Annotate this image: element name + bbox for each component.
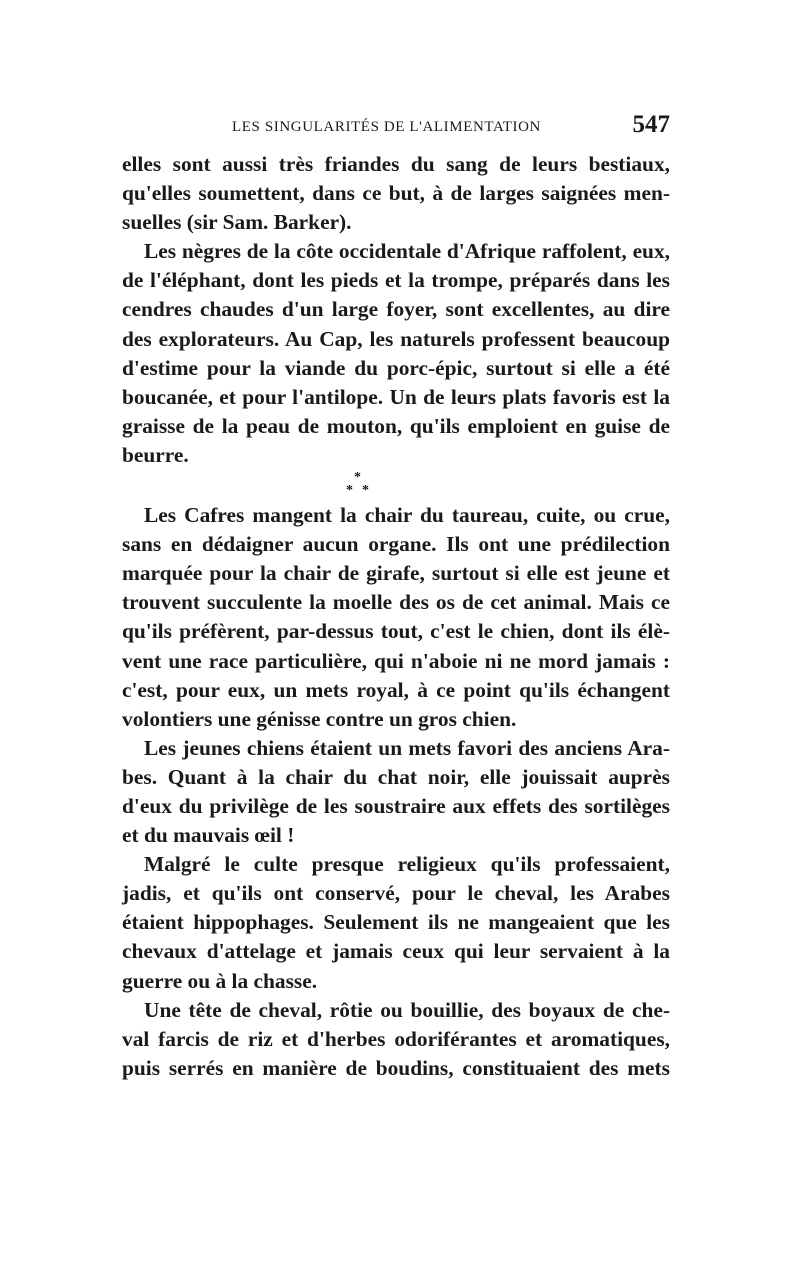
- running-head: LES SINGULARITÉS DE L'ALIMENTATION: [232, 119, 541, 135]
- text-line: guerre ou à la chasse.: [122, 968, 318, 993]
- asterisk: *: [362, 483, 369, 499]
- text-line: elles sont aussi très friandes du sang de leurs bestiaux,: [122, 152, 670, 176]
- text-line: et du mauvais œil !: [122, 823, 295, 848]
- paragraph: [122, 237, 670, 470]
- text-line: chevaux d'attelage et jamais ceux qui leur servaient à la: [122, 939, 670, 964]
- text-line: vent une race particulière, qui n'aboie ni ne mord jamais :: [122, 648, 670, 673]
- text-line: de l'éléphant, dont les pieds et la trompe, préparés dans les: [122, 268, 670, 293]
- asterisk: *: [354, 470, 361, 486]
- body-text: [122, 150, 670, 1083]
- text-line: cendres chaudes d'un large foyer, sont excellentes, au dire: [122, 297, 670, 322]
- text-line: sans en dédaigner aucun organe. Ils ont une prédilection: [122, 532, 670, 557]
- paragraph: [122, 996, 670, 1083]
- text-line: qu'ils préfèrent, par-dessus tout, c'est le chien, dont ils élè-: [122, 619, 670, 644]
- text-line: des explorateurs. Au Cap, les naturels professent beaucoup: [122, 326, 670, 351]
- text-line: val farcis de riz et d'herbes odoriférantes et aromatiques,: [122, 1026, 670, 1051]
- text-line: Une tête de cheval, rôtie ou bouillie, des boyaux de che-: [144, 997, 670, 1022]
- text-line: bes. Quant à la chair du chat noir, elle jouissait auprès: [122, 764, 670, 789]
- text-line: Les jeunes chiens étaient un mets favori des anciens Ara-: [144, 735, 670, 760]
- text-line: d'eux du privilège de les soustraire aux effets des sortilèges: [122, 793, 670, 818]
- paragraph: [122, 850, 670, 995]
- text-line: beurre.: [122, 442, 189, 467]
- page-number: 547: [632, 111, 670, 138]
- text-line: marquée pour la chair de girafe, surtout si elle est jeune et: [122, 561, 670, 586]
- text-line: trouvent succulente la moelle des os de cet animal. Mais ce: [122, 590, 670, 615]
- text-line: qu'elles soumettent, dans ce but, à de larges saignées men-: [122, 181, 670, 206]
- text-line: suelles (sir Sam. Barker).: [122, 210, 352, 235]
- page-header: [122, 111, 670, 145]
- paragraph: [122, 734, 670, 850]
- text-line: volontiers une génisse contre un gros chien.: [122, 706, 517, 731]
- text-line: c'est, pour eux, un mets royal, à ce point qu'ils échangent: [122, 677, 670, 702]
- paragraph: [122, 150, 670, 237]
- text-line: d'estime pour la viande du porc-épic, surtout si elle a été: [122, 355, 670, 380]
- text-line: graisse de la peau de mouton, qu'ils emploient en guise de: [122, 413, 670, 438]
- text-line: Malgré le culte presque religieux qu'ils professaient,: [144, 852, 670, 877]
- text-line: Les Cafres mangent la chair du taureau, cuite, ou crue,: [144, 503, 670, 528]
- paragraph: [122, 501, 670, 734]
- text-line: boucanée, et pour l'antilope. Un de leurs plats favoris est la: [122, 384, 670, 409]
- asterisk: *: [346, 483, 353, 499]
- text-line: Les nègres de la côte occidentale d'Afrique raffolent, eux,: [144, 239, 670, 264]
- text-line: jadis, et qu'ils ont conservé, pour le cheval, les Arabes: [122, 881, 670, 906]
- text-line: étaient hippophages. Seulement ils ne mangeaient que les: [122, 910, 670, 935]
- asterism-separator: [122, 470, 670, 501]
- text-line: puis serrés en manière de boudins, constituaient des mets: [122, 1055, 670, 1080]
